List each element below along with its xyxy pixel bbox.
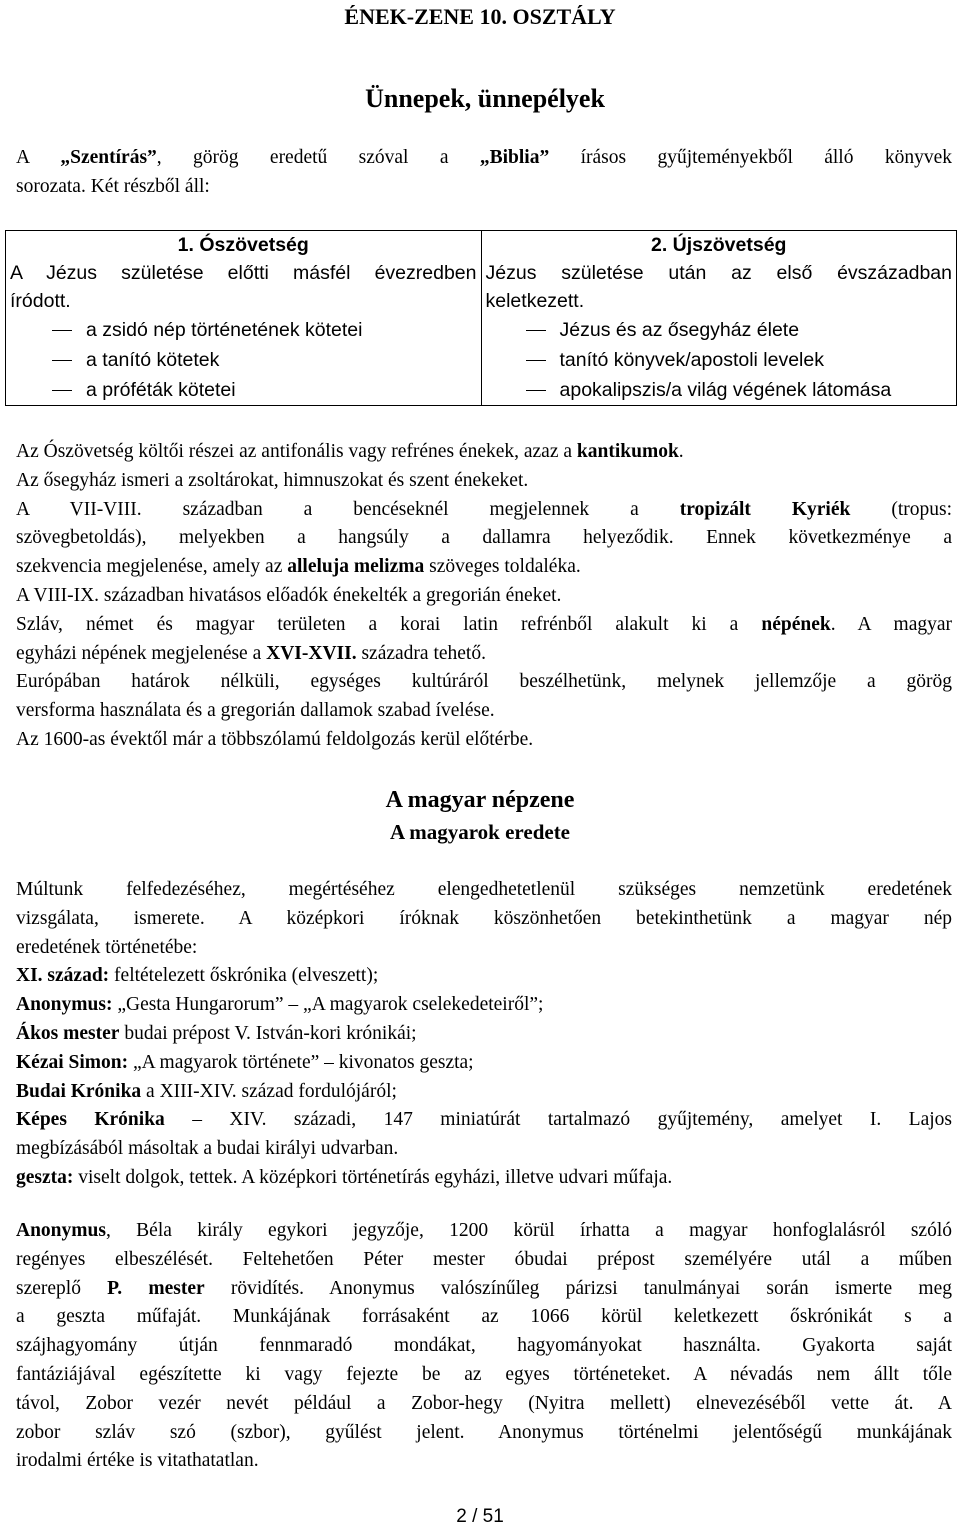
intro-line-2: sorozata. Két részből áll:: [16, 175, 210, 197]
dash-icon: [526, 360, 546, 361]
magyar-nepzene-heading: A magyar népzene: [385, 787, 575, 813]
dash-icon: [52, 390, 72, 391]
section-title: Ünnepek, ünnepélyek: [365, 84, 605, 113]
dash-icon: [526, 390, 546, 391]
dash-icon: [52, 360, 72, 361]
page-number: 2 / 51: [456, 1506, 504, 1527]
new-testament-desc: Jézus születése után az első évszázadban: [485, 262, 952, 284]
testaments-table: [5, 230, 957, 406]
old-testament-desc: A Jézus születése előtti másfél évezredben: [10, 262, 477, 284]
intro-paragraph: [16, 144, 952, 202]
document-title: ÉNEK-ZENE 10. OSZTÁLY: [344, 4, 616, 29]
list-item: a próféták kötetei: [52, 375, 477, 405]
new-testament-list: [486, 315, 953, 405]
anonymus-paragraph: Anonymus, Béla király egykori jegyzője, 1200 körül írhatta a magyar honfoglalásról szóló regényes elbeszélését. Feltehetően Péter mester óbudai prépost személyére utál a műben szereplő P. mester rövidítés. Anonymus valószínűleg párizsi tanulmányai során ismerte meg a geszta műfaját. Munkájának forrásaként az 1066 körül keletkezett őskrónikát s a szájhagyomány útján fennmaradó mondákat, hagyományokat használta. Gyakorta saját fantáziájával egészítette ki vagy fejezte be az egyes történeteket. A névadás nem állt tőle távol, Zobor vezér nevét például a Zobor-hegy (Nyitra mellett) elnevezéséből vette át. A zobor szláv szó (szbor), gyűlést jelent. Anonymus történelmi jelentőségű munkájának irodalmi értéke is vitathatatlan.: [16, 1220, 952, 1472]
new-testament-heading: 2. Újszövetség: [651, 234, 787, 256]
new-testament-cell: 2. Újszövetség Jézus születése után az első évszázadban keletkezett. Jézus és az ősegyház élete tanító könyvek/apostoli levelek apokalipszis/a világ végének látomása: [481, 231, 957, 406]
old-testament-list: [10, 315, 477, 405]
liturgical-paragraph: Az Ószövetség költői részei az antifonális vagy refrénes énekek, azaz a kantikumok. Az ősegyház ismeri a zsoltárokat, himnuszokat és szent énekeket. A VII-VIII. században a bencéseknél megjelennek a tropizált Kyriék (tropus: szövegbetoldás), melyekben a hangsúly a dallamra helyeződik. Ennek következménye a szekvencia megjelenése, amely az alleluja melizma szöveges toldaléka. A VIII-IX. században hivatásos előadók énekelték a gregorián éneket. Szláv, német és magyar területen a korai latin refrénből alakult ki a népének. A magyar egyházi népének megjelenése a XVI-XVII. századra tehető. Európában határok nélküli, egységes kultúráról beszélhetünk, melynek jellemzője a görög versforma használata és a gregorián dallamok szabad ívelése. Az 1600-as évektől már a többszólamú feldolgozás kerül előtérbe.: [16, 441, 952, 750]
list-item: a zsidó nép történetének kötetei: [52, 315, 477, 345]
list-item: tanító könyvek/apostoli levelek: [526, 345, 953, 375]
list-item: apokalipszis/a világ végének látomása: [526, 375, 953, 405]
list-item: a tanító kötetek: [52, 345, 477, 375]
old-testament-heading: 1. Ószövetség: [177, 234, 309, 256]
magyar-origin-subheading: A magyarok eredete: [389, 820, 571, 844]
intro-line-1: A „Szentírás”, görög eredetű szóval a „Biblia” írásos gyűjteményekből álló könyvek: [16, 147, 952, 168]
old-testament-cell: 1. Ószövetség A Jézus születése előtti másfél évezredben íródott. a zsidó nép történetének kötetei a tanító kötetek a próféták kötetei: [6, 231, 482, 406]
list-item: Jézus és az ősegyház élete: [526, 315, 953, 345]
chronicles-paragraph: Múltunk felfedezéséhez, megértéséhez elengedhetetlenül szükséges nemzetünk eredetének vizsgálata, ismerete. A középkori íróknak köszönhetően betekinthetünk a magyar nép eredetének történetébe: XI. század: feltételezett őskrónika (elveszett); Anonymus: „Gesta Hungarorum” – „A magyarok cselekedeteiről”; Ákos mester budai prépost V. István-kori krónikái; Kézai Simon: „A magyarok története” – kivonatos geszta; Budai Krónika a XIII-XIV. század fordulójáról; Képes Krónika – XIV. századi, 147 miniatúrát tartalmazó gyűjtemény, amelyet I. Lajos megbízásából másoltak a budai királyi udvarban. gesztа: viselt dolgok, tettek. A középkori történetírás egyházi, illetve udvari műfaja.: [16, 879, 953, 1188]
dash-icon: [52, 330, 72, 331]
dash-icon: [526, 330, 546, 331]
